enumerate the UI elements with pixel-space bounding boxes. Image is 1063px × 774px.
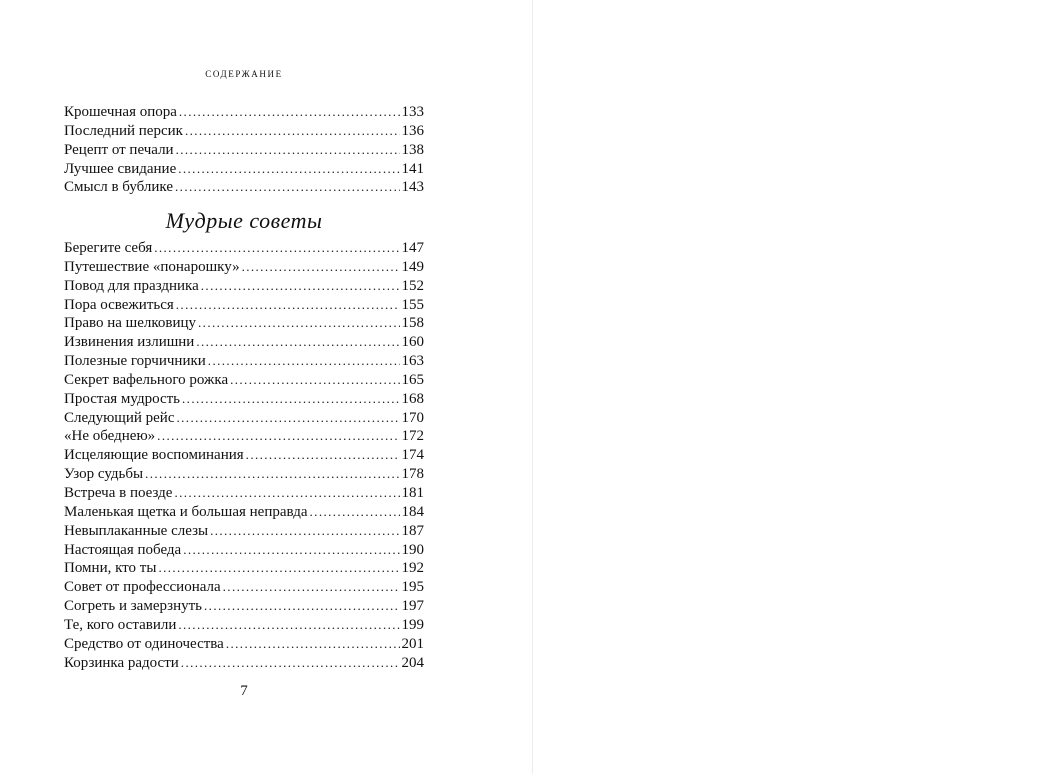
toc-entry — [64, 503, 424, 522]
toc-dot-leader — [230, 371, 399, 390]
toc-list-part-1 — [64, 103, 424, 197]
toc-entry — [64, 352, 424, 371]
toc-entry-title: Согреть и замерзнуть — [64, 598, 203, 615]
toc-entry-page-number: 199 — [401, 616, 424, 633]
toc-entry-title: Извинения излишни — [64, 334, 195, 351]
toc-entry-page-number: 187 — [401, 522, 424, 539]
running-head: содержание — [205, 66, 283, 80]
toc-entry — [64, 258, 424, 277]
toc-dot-leader — [179, 103, 400, 122]
toc-entry-title: Рецепт от печали — [64, 141, 174, 158]
toc-dot-leader — [242, 258, 400, 277]
toc-dot-leader — [176, 141, 400, 160]
toc-entry — [64, 141, 424, 160]
toc-entry — [64, 239, 424, 258]
toc-dot-leader — [176, 296, 400, 315]
toc-entry-title: Повод для праздника — [64, 277, 199, 294]
toc-entry — [64, 103, 424, 122]
toc-dot-leader — [183, 541, 399, 560]
toc-entry — [64, 484, 424, 503]
toc-entry — [64, 541, 424, 560]
toc-entry — [64, 635, 424, 654]
toc-entry — [64, 409, 424, 428]
toc-entry-title: Право на шелковицу — [64, 315, 197, 332]
toc-entry — [64, 296, 424, 315]
toc-dot-leader — [157, 427, 399, 446]
toc-entry-page-number: 204 — [401, 654, 424, 671]
toc-entry-page-number: 178 — [401, 466, 424, 483]
toc-dot-leader — [182, 390, 399, 409]
toc-entry — [64, 654, 424, 673]
toc-dot-leader — [178, 616, 399, 635]
toc-entry-title: Узор судьбы — [64, 466, 144, 483]
toc-entry-page-number: 190 — [401, 541, 424, 558]
toc-entry-title: Совет от профессионала — [64, 579, 221, 596]
toc-entry-page-number: 197 — [401, 598, 424, 615]
toc-dot-leader — [175, 178, 399, 197]
toc-entry-page-number: 163 — [401, 353, 424, 370]
toc-entry-title: Полезные горчичники — [64, 353, 206, 370]
toc-entry — [64, 160, 424, 179]
toc-entry-page-number: 138 — [401, 141, 424, 158]
toc-entry — [64, 597, 424, 616]
toc-dot-leader — [208, 352, 400, 371]
toc-entry-title: Путешествие «понарошку» — [64, 258, 240, 275]
toc-list-part-2 — [64, 239, 424, 672]
toc-entry — [64, 122, 424, 141]
toc-dot-leader — [177, 409, 400, 428]
toc-entry-page-number: 158 — [401, 315, 424, 332]
toc-entry-title: Последний персик — [64, 122, 183, 139]
toc-entry-title: Берегите себя — [64, 240, 153, 256]
toc-entry — [64, 522, 424, 541]
toc-entry-title: Лучшее свидание — [64, 160, 177, 177]
toc-entry-page-number: 141 — [401, 160, 424, 177]
toc-entry-title: Маленькая щетка и большая неправда — [64, 503, 308, 520]
toc-entry-page-number: 172 — [401, 428, 424, 445]
toc-entry-page-number: 195 — [401, 579, 424, 596]
toc-entry-page-number: 133 — [401, 104, 424, 120]
toc-entry — [64, 371, 424, 390]
toc-dot-leader — [158, 559, 399, 578]
toc-entry — [64, 578, 424, 597]
toc-entry-title: Настоящая победа — [64, 541, 182, 558]
toc-entry — [64, 178, 424, 197]
toc-entry — [64, 314, 424, 333]
toc-entry — [64, 616, 424, 635]
toc-dot-leader — [246, 446, 400, 465]
toc-entry-title: Простая мудрость — [64, 390, 181, 407]
toc-entry-title: Смысл в бублике — [64, 179, 174, 196]
toc-dot-leader — [174, 484, 399, 503]
toc-entry-title: Исцеляющие воспоминания — [64, 447, 244, 464]
toc-dot-leader — [210, 522, 399, 541]
toc-entry-title: Те, кого оставили — [64, 616, 177, 633]
toc-dot-leader — [181, 654, 400, 673]
toc-dot-leader — [204, 597, 399, 616]
toc-entry-page-number: 136 — [401, 122, 424, 139]
toc-entry — [64, 559, 424, 578]
right-page-blank — [533, 0, 1063, 774]
toc-entry — [64, 427, 424, 446]
toc-entry-page-number: 165 — [401, 371, 424, 388]
toc-entry-title: Секрет вафельного рожка — [64, 371, 229, 388]
toc-entry-page-number: 184 — [401, 503, 424, 520]
toc-dot-leader — [145, 465, 399, 484]
toc-entry-page-number: 174 — [401, 447, 424, 464]
toc-entry-title: Встреча в поезде — [64, 484, 173, 501]
toc-entry-title: Крошечная опора — [64, 104, 177, 120]
toc-entry-title: Помни, кто ты — [64, 560, 157, 577]
toc-dot-leader — [223, 578, 400, 597]
toc-entry — [64, 390, 424, 409]
toc-dot-leader — [154, 239, 399, 258]
toc-entry-page-number: 170 — [401, 409, 424, 426]
toc-entry-page-number: 143 — [401, 179, 424, 196]
toc-dot-leader — [198, 314, 399, 333]
toc-entry-title: Средство от одиночества — [64, 635, 224, 652]
toc-entry-title: Невыплаканные слезы — [64, 522, 209, 539]
toc-entry — [64, 277, 424, 296]
toc-entry-page-number: 160 — [401, 334, 424, 351]
section-heading: Мудрые советы — [165, 208, 323, 233]
toc-dot-leader — [185, 122, 400, 141]
toc-entry-page-number: 201 — [401, 635, 424, 652]
toc-entry-page-number: 192 — [401, 560, 424, 577]
toc-entry-page-number: 147 — [401, 240, 424, 256]
toc-entry-title: «Не обеднею» — [64, 428, 156, 445]
toc-dot-leader — [226, 635, 400, 654]
toc-dot-leader — [196, 333, 399, 352]
toc-dot-leader — [178, 160, 399, 179]
toc-entry-page-number: 152 — [401, 277, 424, 294]
toc-entry — [64, 446, 424, 465]
toc-entry — [64, 333, 424, 352]
toc-entry-page-number: 168 — [401, 390, 424, 407]
toc-entry-page-number: 155 — [401, 296, 424, 313]
toc-entry-title: Пора освежиться — [64, 296, 174, 313]
toc-entry — [64, 465, 424, 484]
toc-entry-title: Корзинка радости — [64, 654, 179, 671]
toc-dot-leader — [201, 277, 400, 296]
toc-entry-title: Следующий рейс — [64, 409, 175, 426]
page-number: 7 — [240, 683, 248, 699]
toc-dot-leader — [310, 503, 400, 522]
toc-entry-page-number: 149 — [401, 258, 424, 275]
toc-entry-page-number: 181 — [401, 484, 424, 501]
